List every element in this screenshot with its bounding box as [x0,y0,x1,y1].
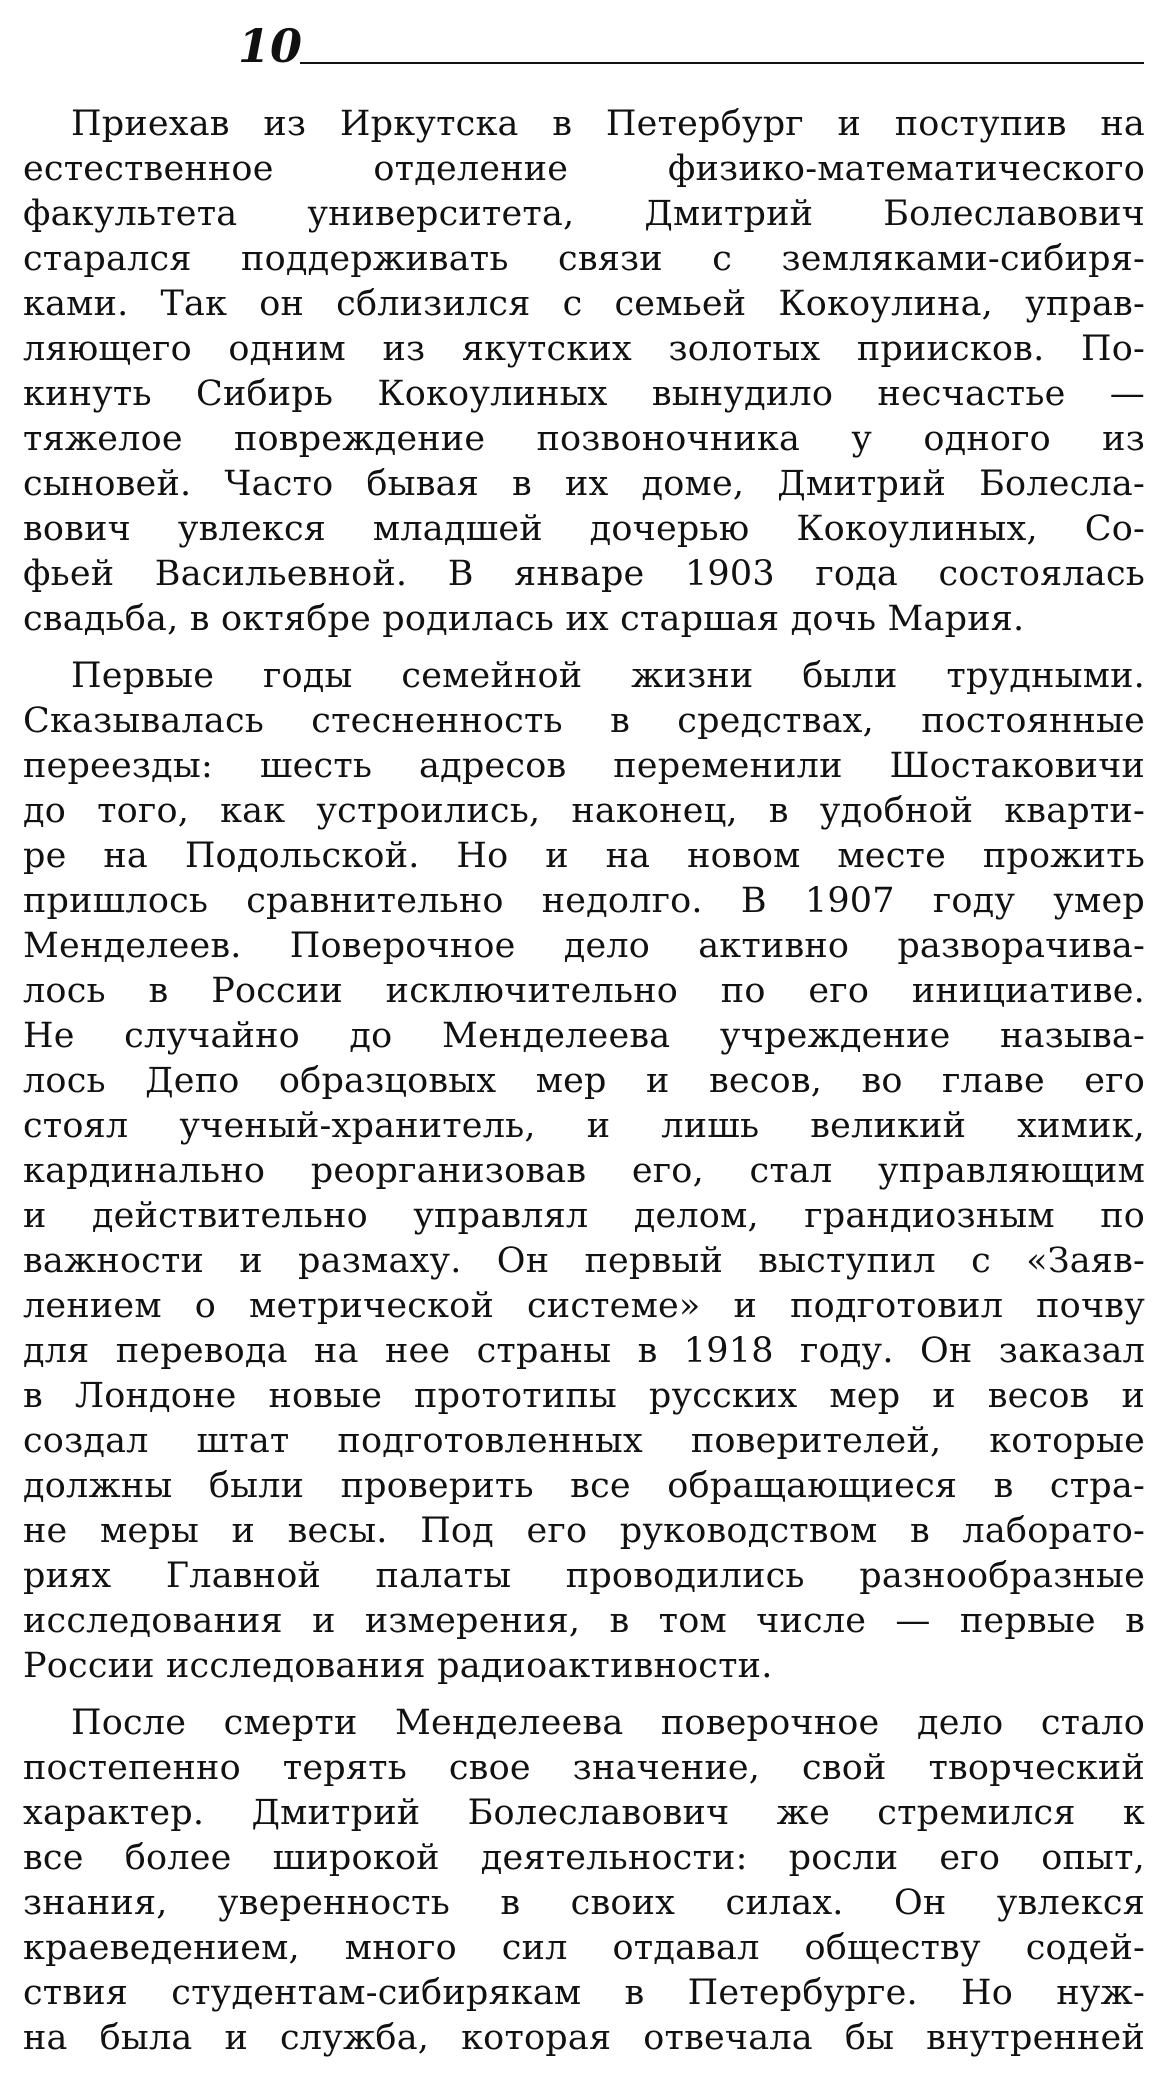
text-line: риях Главной палаты проводились разнообразные [23,1556,1145,1596]
text-line: постепенно терять свое значение, свой творческий [23,1748,1145,1788]
text-line: краеведением, много сил отдавал обществу содей- [23,1928,1145,1968]
text-line: и действительно управлял делом, грандиозным по [23,1196,1145,1236]
text-line: ре на Подольской. Но и на новом месте прожить [23,836,1145,876]
text-line: фьей Васильевной. В январе 1903 года состоялась [23,554,1145,594]
text-line: исследования и измерения, в том числе — первые в [23,1601,1145,1641]
text-line: характер. Дмитрий Болеславович же стремился к [23,1793,1145,1833]
header-rule [300,62,1144,64]
text-line: кардинально реорганизовав его, стал управляющим [23,1151,1145,1191]
text-line: факультета университета, Дмитрий Болеславович [23,194,1145,234]
page-header [238,18,1144,78]
text-line: старался поддерживать связи с земляками-сибиря- [23,239,1145,279]
text-line: сыновей. Часто бывая в их доме, Дмитрий Болесла- [23,464,1145,504]
text-line: Первые годы семейной жизни были трудными. [71,656,1145,696]
text-line: Не случайно до Менделеева учреждение называ- [23,1016,1145,1056]
text-line: должны были проверить все обращающиеся в стра- [23,1466,1145,1506]
text-line: ствия студентам-сибирякам в Петербурге. Но нуж- [23,1973,1145,2013]
text-line: лением о метрической системе» и подготовил почву [23,1286,1145,1326]
text-line: Сказывалась стесненность в средствах, постоянные [23,701,1145,741]
text-line: до того, как устроились, наконец, в удобной кварти- [23,791,1145,831]
text-line: стоял ученый-хранитель, и лишь великий химик, [23,1106,1145,1146]
text-line: естественное отделение физико-математического [23,149,1145,189]
text-line: пришлось сравнительно недолго. В 1907 году умер [23,881,1145,921]
text-line: После смерти Менделеева поверочное дело стало [71,1703,1145,1743]
text-line: Приехав из Иркутска в Петербург и поступив на [71,104,1145,144]
text-line: не меры и весы. Под его руководством в лаборато- [23,1511,1145,1551]
text-line: для перевода на нее страны в 1918 году. Он заказал [23,1331,1145,1371]
text-line: Менделеев. Поверочное дело активно разворачива- [23,926,1145,966]
text-line: лось в России исключительно по его инициативе. [23,971,1145,1011]
paragraph [23,102,1145,642]
text-line: вович увлекся младшей дочерью Кокоулиных, Со- [23,509,1145,549]
text-line: создал штат подготовленных поверителей, которые [23,1421,1145,1461]
body-text [23,102,1145,2061]
text-line: знания, уверенность в своих силах. Он увлекся [23,1883,1145,1923]
page-number: 10 [238,19,303,73]
text-line: тяжелое повреждение позвоночника у одного из [23,419,1145,459]
paragraph [23,654,1145,1689]
text-line: ляющего одним из якутских золотых приисков. По- [23,329,1145,369]
text-line: кинуть Сибирь Кокоулиных вынудило несчастье — [23,374,1145,414]
text-line: России исследования радиоактивности. [23,1646,773,1686]
text-line: переезды: шесть адресов переменили Шостаковичи [23,746,1145,786]
text-line: лось Депо образцовых мер и весов, во главе его [23,1061,1145,1101]
text-line: в Лондоне новые прототипы русских мер и весов и [23,1376,1145,1416]
paragraph [23,1701,1145,2061]
text-line: на была и служба, которая отвечала бы внутренней [23,2018,1145,2058]
text-line: важности и размаху. Он первый выступил с «Заяв- [23,1241,1145,1281]
text-line: ками. Так он сблизился с семьей Кокоулина, управ- [23,284,1145,324]
text-line: все более широкой деятельности: росли его опыт, [23,1838,1145,1878]
text-line: свадьба, в октябре родилась их старшая дочь Мария. [23,599,1025,639]
